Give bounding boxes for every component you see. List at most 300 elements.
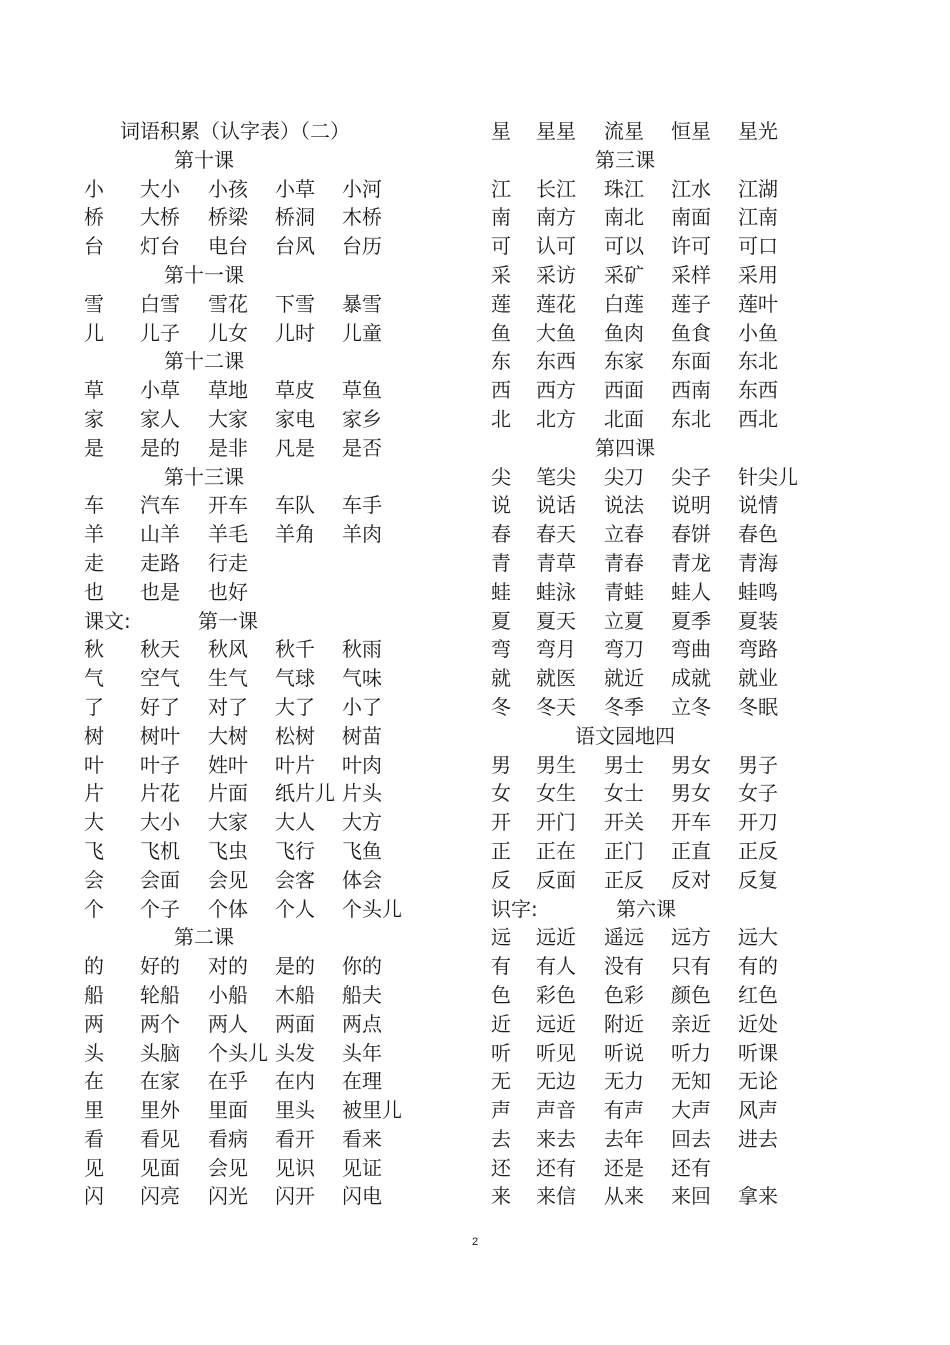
word-cell: 女士 [604, 781, 644, 806]
word-cell: 青春 [604, 550, 644, 575]
word-cell: 来回 [671, 1184, 711, 1209]
character-cell: 还 [491, 1155, 511, 1180]
lesson-heading: 第一课 [198, 608, 258, 633]
word-cell: 男子 [738, 752, 778, 777]
character-cell: 家 [84, 406, 104, 431]
word-cell: 白雪 [140, 291, 180, 316]
word-row [491, 1154, 821, 1183]
word-cell: 还有 [671, 1155, 711, 1180]
word-row [84, 1067, 444, 1096]
word-cell: 凡是 [275, 435, 315, 460]
word-row [491, 808, 821, 837]
word-cell: 西面 [604, 378, 644, 403]
word-cell: 西方 [536, 378, 576, 403]
lesson-heading: 第十三课 [164, 464, 244, 489]
word-row [84, 1010, 444, 1039]
word-cell: 秋天 [140, 637, 180, 662]
lesson-heading-row [491, 722, 821, 751]
word-cell: 台历 [342, 234, 382, 259]
character-cell: 北 [491, 406, 511, 431]
word-row [84, 1096, 444, 1125]
word-cell: 头脑 [140, 1040, 180, 1065]
word-cell: 个头儿 [342, 896, 402, 921]
word-cell: 听课 [738, 1040, 778, 1065]
word-cell: 东西 [738, 378, 778, 403]
word-row [491, 376, 821, 405]
word-cell: 在家 [140, 1069, 180, 1094]
word-cell: 春色 [738, 522, 778, 547]
word-cell: 蛙泳 [536, 579, 576, 604]
word-cell: 女子 [738, 781, 778, 806]
word-cell: 笔尖 [536, 464, 576, 489]
word-cell: 见识 [275, 1155, 315, 1180]
character-cell: 片 [84, 781, 104, 806]
word-row [84, 981, 444, 1010]
word-cell: 叶子 [140, 752, 180, 777]
word-cell: 可以 [604, 234, 644, 259]
word-cell: 暴雪 [342, 291, 382, 316]
section-label-row [84, 607, 444, 636]
word-cell: 青海 [738, 550, 778, 575]
word-cell: 飞鱼 [342, 838, 382, 863]
character-cell: 见 [84, 1155, 104, 1180]
word-cell: 台风 [275, 234, 315, 259]
character-cell: 就 [491, 666, 511, 691]
word-cell: 树苗 [342, 723, 382, 748]
character-cell: 无 [491, 1069, 511, 1094]
word-cell: 青蛙 [604, 579, 644, 604]
character-cell: 江 [491, 176, 511, 201]
word-cell: 松树 [275, 723, 315, 748]
word-cell: 回去 [671, 1126, 711, 1151]
word-cell: 草鱼 [342, 378, 382, 403]
word-cell: 看病 [208, 1126, 248, 1151]
word-cell: 说法 [604, 493, 644, 518]
character-cell: 也 [84, 579, 104, 604]
word-cell: 开关 [604, 810, 644, 835]
word-row [491, 405, 821, 434]
word-cell: 没有 [604, 954, 644, 979]
word-row [84, 1125, 444, 1154]
word-cell: 来信 [536, 1184, 576, 1209]
word-cell: 流星 [604, 119, 644, 143]
word-cell: 叶肉 [342, 752, 382, 777]
word-row [491, 1096, 821, 1125]
word-row [84, 751, 444, 780]
word-cell: 大家 [208, 406, 248, 431]
word-cell: 就业 [738, 666, 778, 691]
lesson-heading-row [84, 146, 444, 175]
character-cell: 羊 [84, 522, 104, 547]
word-cell: 说话 [536, 493, 576, 518]
word-cell: 鱼食 [671, 320, 711, 345]
word-cell: 有声 [604, 1098, 644, 1123]
word-row [84, 491, 444, 520]
word-row [84, 175, 444, 204]
word-cell: 大了 [275, 694, 315, 719]
word-cell: 家人 [140, 406, 180, 431]
word-row [84, 405, 444, 434]
word-cell: 气味 [342, 666, 382, 691]
word-cell: 飞行 [275, 838, 315, 863]
word-cell: 远近 [536, 925, 576, 950]
word-cell: 小了 [342, 694, 382, 719]
word-cell: 长江 [536, 176, 576, 201]
word-cell: 里面 [208, 1098, 248, 1123]
word-cell: 小鱼 [738, 320, 778, 345]
word-cell: 会客 [275, 867, 315, 892]
word-row [491, 1067, 821, 1096]
character-cell: 有 [491, 954, 511, 979]
lesson-heading-row [491, 434, 821, 463]
word-row [491, 1182, 821, 1211]
word-cell: 头发 [275, 1040, 315, 1065]
word-cell: 好了 [140, 694, 180, 719]
title-row [84, 117, 444, 146]
word-cell: 远方 [671, 925, 711, 950]
word-row [491, 261, 821, 290]
word-cell: 雪花 [208, 291, 248, 316]
word-cell: 遥远 [604, 925, 644, 950]
word-cell: 小草 [140, 378, 180, 403]
word-cell: 灯台 [140, 234, 180, 259]
word-cell: 个人 [275, 896, 315, 921]
word-cell: 说情 [738, 493, 778, 518]
lesson-heading-row [84, 347, 444, 376]
word-row [84, 434, 444, 463]
character-cell: 冬 [491, 694, 511, 719]
word-cell: 弯路 [738, 637, 778, 662]
word-cell: 大家 [208, 810, 248, 835]
word-cell: 被里儿 [342, 1098, 402, 1123]
word-cell: 头年 [342, 1040, 382, 1065]
word-cell: 羊毛 [208, 522, 248, 547]
word-cell: 南北 [604, 205, 644, 230]
word-cell: 江湖 [738, 176, 778, 201]
word-cell: 弯刀 [604, 637, 644, 662]
word-row [84, 693, 444, 722]
character-cell: 里 [84, 1098, 104, 1123]
word-cell: 只有 [671, 954, 711, 979]
character-cell: 开 [491, 810, 511, 835]
character-cell: 树 [84, 723, 104, 748]
word-cell: 个体 [208, 896, 248, 921]
word-cell: 闪开 [275, 1184, 315, 1209]
word-cell: 开车 [208, 493, 248, 518]
word-row [84, 722, 444, 751]
word-cell: 无力 [604, 1069, 644, 1094]
word-row [84, 290, 444, 319]
word-row [84, 1182, 444, 1211]
character-cell: 气 [84, 666, 104, 691]
word-cell: 小船 [208, 982, 248, 1007]
word-cell: 秋千 [275, 637, 315, 662]
word-cell: 可口 [738, 234, 778, 259]
word-row [84, 232, 444, 261]
lesson-heading-row [84, 923, 444, 952]
word-cell: 南方 [536, 205, 576, 230]
word-cell: 正直 [671, 838, 711, 863]
character-cell: 东 [491, 349, 511, 374]
lesson-heading: 第四课 [595, 435, 655, 460]
word-cell: 听见 [536, 1040, 576, 1065]
word-row [491, 751, 821, 780]
word-cell: 桥梁 [208, 205, 248, 230]
word-cell: 儿子 [140, 320, 180, 345]
word-cell: 正门 [604, 838, 644, 863]
character-cell: 头 [84, 1040, 104, 1065]
word-cell: 大小 [140, 176, 180, 201]
word-cell: 男女 [671, 781, 711, 806]
word-cell: 也好 [208, 579, 248, 604]
word-cell: 儿童 [342, 320, 382, 345]
character-cell: 蛙 [491, 579, 511, 604]
word-cell: 说明 [671, 493, 711, 518]
character-cell: 南 [491, 205, 511, 230]
word-cell: 弯曲 [671, 637, 711, 662]
word-row [491, 117, 821, 146]
word-row [491, 347, 821, 376]
character-cell: 尖 [491, 464, 511, 489]
word-cell: 是的 [140, 435, 180, 460]
character-cell: 个 [84, 896, 104, 921]
character-cell: 莲 [491, 291, 511, 316]
character-cell: 桥 [84, 205, 104, 230]
word-row [84, 203, 444, 232]
word-cell: 恒星 [671, 119, 711, 143]
character-cell: 女 [491, 781, 511, 806]
word-cell: 个头儿 [208, 1040, 268, 1065]
word-cell: 轮船 [140, 982, 180, 1007]
character-cell: 听 [491, 1040, 511, 1065]
word-row [491, 549, 821, 578]
word-cell: 家电 [275, 406, 315, 431]
word-row [491, 520, 821, 549]
character-cell: 西 [491, 378, 511, 403]
character-cell: 看 [84, 1126, 104, 1151]
word-cell: 秋雨 [342, 637, 382, 662]
word-cell: 近处 [738, 1011, 778, 1036]
word-row [84, 866, 444, 895]
word-row [491, 981, 821, 1010]
word-cell: 远近 [536, 1011, 576, 1036]
word-cell: 西北 [738, 406, 778, 431]
section-label: 识字: [491, 896, 538, 921]
word-cell: 草皮 [275, 378, 315, 403]
word-cell: 在乎 [208, 1069, 248, 1094]
word-cell: 弯月 [536, 637, 576, 662]
word-cell: 青草 [536, 550, 576, 575]
word-row [84, 808, 444, 837]
character-cell: 近 [491, 1011, 511, 1036]
word-cell: 立夏 [604, 608, 644, 633]
word-row [491, 232, 821, 261]
word-cell: 星星 [536, 119, 576, 143]
word-cell: 听说 [604, 1040, 644, 1065]
character-cell: 两 [84, 1011, 104, 1036]
word-row [491, 923, 821, 952]
word-cell: 儿女 [208, 320, 248, 345]
lesson-heading: 第二课 [174, 925, 234, 950]
word-cell: 彩色 [536, 982, 576, 1007]
word-cell: 还是 [604, 1155, 644, 1180]
word-cell: 就近 [604, 666, 644, 691]
word-row [84, 578, 444, 607]
character-cell: 远 [491, 925, 511, 950]
word-cell: 针尖儿 [738, 464, 798, 489]
lesson-heading: 第六课 [616, 896, 676, 921]
word-cell: 电台 [208, 234, 248, 259]
word-cell: 莲花 [536, 291, 576, 316]
word-cell: 看来 [342, 1126, 382, 1151]
word-cell: 个子 [140, 896, 180, 921]
word-row [84, 837, 444, 866]
word-cell: 亲近 [671, 1011, 711, 1036]
word-cell: 春饼 [671, 522, 711, 547]
word-cell: 小草 [275, 176, 315, 201]
word-cell: 北面 [604, 406, 644, 431]
word-cell: 无知 [671, 1069, 711, 1094]
word-cell: 江水 [671, 176, 711, 201]
word-cell: 东北 [671, 406, 711, 431]
word-row [491, 491, 821, 520]
word-cell: 体会 [342, 867, 382, 892]
character-cell: 夏 [491, 608, 511, 633]
word-row [84, 1154, 444, 1183]
character-cell: 去 [491, 1126, 511, 1151]
word-cell: 在理 [342, 1069, 382, 1094]
word-cell: 大小 [140, 810, 180, 835]
word-cell: 对了 [208, 694, 248, 719]
word-row [84, 779, 444, 808]
word-cell: 羊肉 [342, 522, 382, 547]
lesson-heading-row [84, 463, 444, 492]
section-label-row [491, 895, 821, 924]
word-cell: 莲叶 [738, 291, 778, 316]
word-cell: 是否 [342, 435, 382, 460]
word-cell: 闪光 [208, 1184, 248, 1209]
character-cell: 会 [84, 867, 104, 892]
word-cell: 附近 [604, 1011, 644, 1036]
lesson-heading: 语文园地四 [575, 723, 675, 748]
character-cell: 的 [84, 954, 104, 979]
word-row [84, 664, 444, 693]
word-cell: 大声 [671, 1098, 711, 1123]
word-cell: 无边 [536, 1069, 576, 1094]
word-cell: 星光 [738, 119, 778, 143]
character-cell: 秋 [84, 637, 104, 662]
word-row [491, 175, 821, 204]
word-cell: 大人 [275, 810, 315, 835]
word-cell: 走路 [140, 550, 180, 575]
character-cell: 来 [491, 1184, 511, 1209]
word-cell: 采访 [536, 262, 576, 287]
word-cell: 叶片 [275, 752, 315, 777]
word-cell: 蛙鸣 [738, 579, 778, 604]
word-cell: 空气 [140, 666, 180, 691]
character-cell: 闪 [84, 1184, 104, 1209]
word-cell: 看开 [275, 1126, 315, 1151]
character-cell: 叶 [84, 752, 104, 777]
character-cell: 青 [491, 550, 511, 575]
word-cell: 开刀 [738, 810, 778, 835]
word-row [491, 1125, 821, 1154]
character-cell: 是 [84, 435, 104, 460]
word-cell: 秋风 [208, 637, 248, 662]
word-cell: 风声 [738, 1098, 778, 1123]
word-cell: 看见 [140, 1126, 180, 1151]
word-cell: 立冬 [671, 694, 711, 719]
word-row [491, 607, 821, 636]
word-cell: 进去 [738, 1126, 778, 1151]
word-cell: 女生 [536, 781, 576, 806]
word-cell: 东家 [604, 349, 644, 374]
word-cell: 反复 [738, 867, 778, 892]
character-cell: 反 [491, 867, 511, 892]
word-cell: 夏天 [536, 608, 576, 633]
word-cell: 夏季 [671, 608, 711, 633]
character-cell: 车 [84, 493, 104, 518]
character-cell: 星 [491, 119, 511, 143]
word-cell: 冬天 [536, 694, 576, 719]
character-cell: 说 [491, 493, 511, 518]
word-row [84, 895, 444, 924]
word-cell: 片头 [342, 781, 382, 806]
word-cell: 里头 [275, 1098, 315, 1123]
word-cell: 就医 [536, 666, 576, 691]
word-cell: 拿来 [738, 1184, 778, 1209]
word-row [491, 290, 821, 319]
word-cell: 里外 [140, 1098, 180, 1123]
character-cell: 大 [84, 810, 104, 835]
word-row [84, 549, 444, 578]
word-row [491, 635, 821, 664]
page-number: 2 [471, 1236, 479, 1248]
word-cell: 大桥 [140, 205, 180, 230]
word-row [491, 866, 821, 895]
word-cell: 好的 [140, 954, 180, 979]
word-cell: 下雪 [275, 291, 315, 316]
word-cell: 夏装 [738, 608, 778, 633]
right-column [491, 117, 821, 1211]
word-cell: 开门 [536, 810, 576, 835]
word-cell: 儿时 [275, 320, 315, 345]
character-cell: 走 [84, 550, 104, 575]
word-cell: 姓叶 [208, 752, 248, 777]
word-cell: 西南 [671, 378, 711, 403]
word-cell: 你的 [342, 954, 382, 979]
word-cell: 正反 [604, 867, 644, 892]
word-cell: 南面 [671, 205, 711, 230]
word-cell: 小孩 [208, 176, 248, 201]
word-row [491, 664, 821, 693]
word-cell: 是的 [275, 954, 315, 979]
word-cell: 东西 [536, 349, 576, 374]
word-cell: 无论 [738, 1069, 778, 1094]
lesson-heading-row [84, 261, 444, 290]
word-row [84, 635, 444, 664]
word-cell: 树叶 [140, 723, 180, 748]
word-cell: 有的 [738, 954, 778, 979]
word-cell: 立春 [604, 522, 644, 547]
word-cell: 对的 [208, 954, 248, 979]
lesson-heading: 第十课 [174, 147, 234, 172]
word-cell: 鱼肉 [604, 320, 644, 345]
word-cell: 会面 [140, 867, 180, 892]
word-cell: 船夫 [342, 982, 382, 1007]
word-cell: 许可 [671, 234, 711, 259]
lesson-heading: 第十二课 [164, 349, 244, 374]
